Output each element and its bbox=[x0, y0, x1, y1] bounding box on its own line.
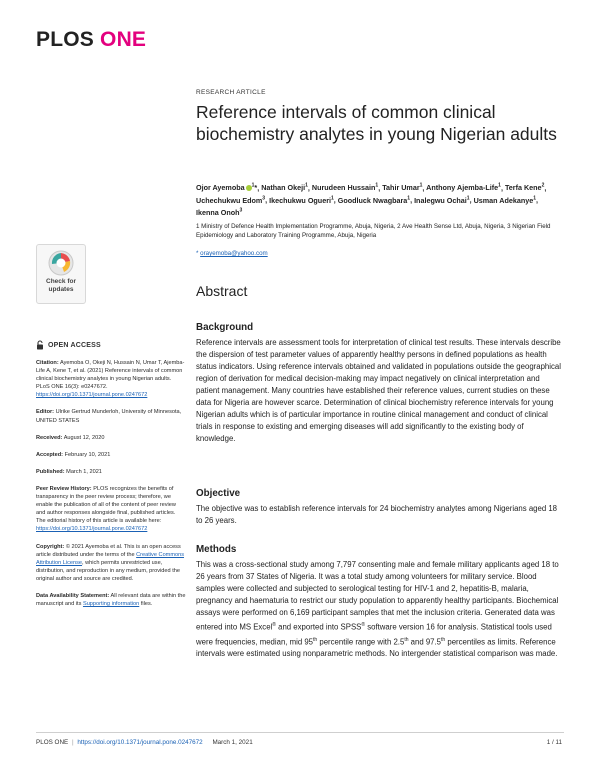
author-affiliation-number: 3 bbox=[239, 207, 243, 214]
author-affiliation-number: 1 bbox=[407, 195, 411, 202]
article-type: RESEARCH ARTICLE bbox=[196, 89, 266, 96]
author-affiliation-number: 1 bbox=[533, 195, 537, 202]
data-availability: Data Availability Statement: All relevant data are within the manuscript and its Supporting information files. bbox=[36, 592, 186, 608]
author bbox=[474, 196, 536, 205]
author bbox=[312, 183, 378, 192]
page-number: 1 / 11 bbox=[546, 739, 562, 746]
author bbox=[414, 196, 470, 205]
corresponding-mark: * bbox=[254, 183, 258, 193]
copyright: Copyright: © 2021 Ayemoba et al. This is an open access article distributed under the terms of the Creative Commons Attribution License, which permits unrestricted use, distribution, and reproduction in any medium, provided the original author and source are credited. bbox=[36, 543, 185, 582]
author-affiliation-number: 1 bbox=[331, 195, 334, 202]
journal-logo[interactable] bbox=[36, 28, 146, 52]
author-name: Ojor Ayemoba bbox=[196, 183, 245, 193]
citation-doi-link[interactable]: https://doi.org/10.1371/journal.pone.0247672 bbox=[36, 392, 148, 399]
author-name: Inalegwu Ochai bbox=[414, 195, 467, 205]
author-name: Usman Adekanye bbox=[473, 195, 534, 205]
correspondence: * orayemoba@yahoo.com bbox=[196, 250, 268, 257]
open-access-label: OPEN ACCESS bbox=[36, 340, 186, 350]
author bbox=[261, 183, 308, 192]
author-name: Goodluck Nwagbara bbox=[337, 195, 408, 205]
author bbox=[382, 183, 422, 192]
author bbox=[269, 196, 334, 205]
check-updates-text: Check for updates bbox=[46, 278, 76, 293]
author-affiliation-number: 1 bbox=[498, 183, 501, 189]
page-footer bbox=[36, 739, 253, 746]
author-list: Ojor Ayemoba $^1$*, Nathan Okeji$^1$, Nurudeen Hussain$^1$, Tahir Umar$^1$, Anthony Ajemba-Life$^1$, Terfa Kene$^2$, Uchechukwu Edom$^3$, Ikechukwu Ogueri$^1$, Goodluck Nwagbara$^1$, Inalegwu Ochai$^1$, Usman Adekanye$^1$, Ikenna Onoh$^3$ bbox=[196, 183, 547, 218]
objective-text: The objective was to establish reference intervals for 24 biochemistry analytes among Nigerians aged 18 to 26 years. bbox=[196, 504, 558, 525]
objective-heading: Objective bbox=[196, 488, 241, 499]
author-affiliation-number: 1 bbox=[419, 183, 423, 189]
published-date: Published: March 1, 2021 bbox=[36, 468, 102, 475]
article-title: Reference intervals of common clinical biochemistry analytes in young Nigerian adults bbox=[196, 102, 557, 144]
author bbox=[196, 183, 257, 192]
peer-review-link[interactable]: https://doi.org/10.1371/journal.pone.0247672 bbox=[36, 526, 148, 533]
received-date: Received: August 12, 2020 bbox=[36, 434, 105, 441]
author-affiliation-number: 1 bbox=[251, 183, 255, 189]
footer-divider bbox=[36, 732, 564, 733]
footer-doi-link[interactable]: https://doi.org/10.1371/journal.pone.0247672 bbox=[77, 739, 203, 746]
left-sidebar bbox=[36, 244, 186, 608]
author bbox=[505, 183, 544, 192]
author bbox=[196, 208, 242, 217]
supporting-info-link[interactable]: Supporting information bbox=[82, 601, 140, 608]
license-link[interactable]: Creative Commons Attribution License bbox=[36, 551, 185, 566]
author bbox=[426, 183, 501, 192]
article-metadata bbox=[36, 359, 186, 608]
logo-one: ONE bbox=[100, 28, 147, 51]
author-name: Nathan Okeji bbox=[261, 183, 306, 193]
citation: Citation: Ayemoba O, Okeji N, Hussain N, Umar T, Ajemba-Life A, Kene T, et al. (2021) Reference intervals of common clinical biochemistry analytes in young Nigerian adults. PLoS ONE 16(3): e0247672. https://doi.org/10.1371/journal.pone.0247672 bbox=[36, 360, 185, 399]
author-affiliation-number: 2 bbox=[541, 183, 545, 189]
methods-text: This was a cross-sectional study among 7,797 consenting male and female military applicants aged 18 to 26 years from 37 States of Nigeria. It was a total study among volunteers for military service. Blood samples were collected and subjected to serological testing for HIV-1 and 2, hepatitis-B, malaria, pregnancy and haematuria to restrict our study population to apparently healthy participants. Biochemical assays were performed on 6,169 participant samples that met the inclusion criteria. Generated data was entered into MS Excel® and exported into SPSS® software version 16 for analysis. Statistical tools used were frequencies, median, mid 95th percentile range with 2.5th and 97.5th percentiles as limits. Reference intervals were estimated using nonparametric methods. No intergender statistical comparison was made. bbox=[196, 560, 559, 659]
author-name: Ikechukwu Ogueri bbox=[269, 195, 331, 205]
correspondence-email-link[interactable]: orayemoba@yahoo.com bbox=[200, 250, 268, 257]
author-name: Nurudeen Hussain bbox=[311, 183, 376, 193]
author bbox=[196, 196, 265, 205]
peer-review-history: Peer Review History: PLOS recognizes the benefits of transparency in the peer review process; therefore, we enable the publication of all of the content of peer review and author responses alongside final, published articles. The editorial history of this article is available here: https://doi.org/10.1371/journal.pone.0247672 bbox=[36, 485, 176, 533]
author-affiliation-number: 3 bbox=[262, 195, 266, 202]
accepted-date: Accepted: February 10, 2021 bbox=[36, 451, 111, 458]
background-heading: Background bbox=[196, 322, 254, 333]
author-affiliation-number: 1 bbox=[305, 183, 308, 189]
methods-heading: Methods bbox=[196, 544, 237, 555]
editor: Editor: Ulrike Gertrud Munderloh, University of Minnesota, UNITED STATES bbox=[36, 409, 182, 424]
author-name: Ikenna Onoh bbox=[196, 208, 240, 218]
author bbox=[338, 196, 410, 205]
footer-separator: | bbox=[71, 739, 74, 746]
affiliations: 1 Ministry of Defence Health Implementation Programme, Abuja, Nigeria, 2 Ave Health Sense Ltd, Abuja, Nigeria, 3 Nigerian Field Epidemiology and Laboratory Training Programme, Abuja, Nigeria bbox=[196, 223, 551, 240]
author-name: Uchechukwu Edom bbox=[196, 195, 263, 205]
open-lock-icon bbox=[36, 340, 44, 350]
crossmark-icon bbox=[47, 249, 75, 277]
logo-plos: PLOS bbox=[36, 28, 94, 51]
author-name: Terfa Kene bbox=[504, 183, 542, 193]
check-for-updates-badge[interactable] bbox=[36, 244, 86, 304]
background-text: Reference intervals are assessment tools for interpretation of clinical test results. These intervals describe the dispersion of test parameter values of apparently healthy persons in defined populations as health status indicators. Using reference intervals obtained and validated in populations outside the geographical region of derivation for medical decision-making may impact negatively on clinical interpretation and patient management. Many countries have established their reference values, current studies on these data for Nigeria are however scarce. Determination of clinical biochemistry reference intervals for young Nigerian adults which is of particular importance in routine clinical management and conduct of clinical trials in response to existing and emerging diseases will add significantly to the existing body of knowledge. bbox=[196, 338, 561, 443]
author-affiliation-number: 1 bbox=[466, 195, 470, 202]
abstract-heading: Abstract bbox=[196, 283, 248, 299]
author-name: Tahir Umar bbox=[382, 183, 420, 193]
author-name: Anthony Ajemba-Life bbox=[426, 183, 499, 193]
footer-journal: PLOS ONE bbox=[36, 739, 69, 746]
footer-date: March 1, 2021 bbox=[212, 739, 253, 746]
author-affiliation-number: 1 bbox=[375, 183, 379, 189]
